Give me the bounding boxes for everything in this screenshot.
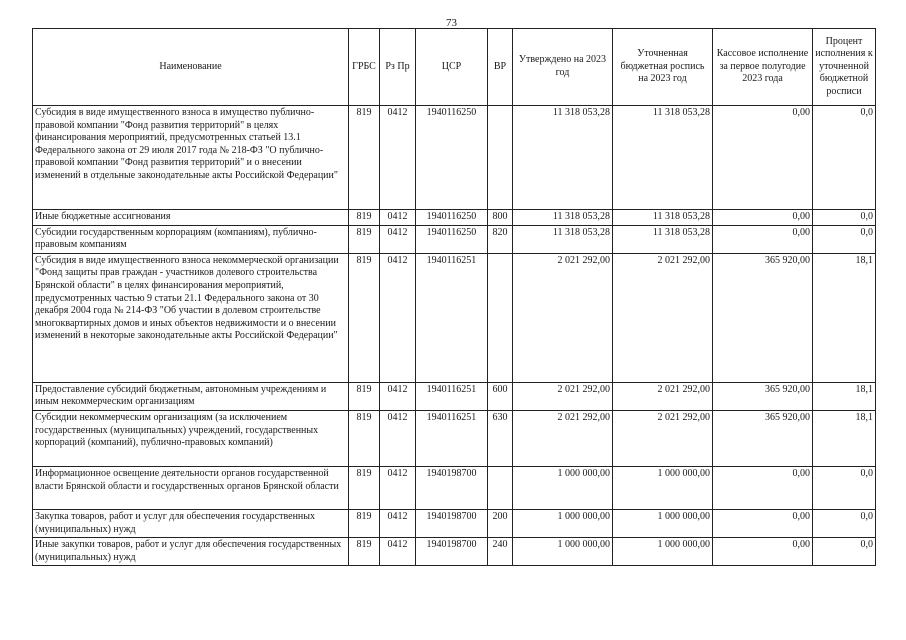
cell-grbs: 819 bbox=[349, 382, 380, 410]
cell-vr: 200 bbox=[488, 509, 513, 537]
cell-percent: 18,1 bbox=[813, 382, 876, 410]
cell-approved: 2 021 292,00 bbox=[513, 253, 613, 382]
cell-refined: 1 000 000,00 bbox=[613, 509, 713, 537]
cell-csr: 1940116250 bbox=[416, 225, 488, 253]
cell-csr: 1940116250 bbox=[416, 106, 488, 210]
cell-refined: 11 318 053,28 bbox=[613, 225, 713, 253]
cell-grbs: 819 bbox=[349, 466, 380, 509]
cell-grbs: 819 bbox=[349, 509, 380, 537]
cell-vr: 600 bbox=[488, 382, 513, 410]
cell-csr: 1940198700 bbox=[416, 466, 488, 509]
cell-rzpr: 0412 bbox=[380, 225, 416, 253]
cell-rzpr: 0412 bbox=[380, 253, 416, 382]
cell-vr bbox=[488, 106, 513, 210]
cell-rzpr: 0412 bbox=[380, 382, 416, 410]
cell-vr bbox=[488, 253, 513, 382]
cell-name: Иные закупки товаров, работ и услуг для обеспечения государственных (муниципальных) нужд bbox=[33, 538, 349, 566]
cell-csr: 1940116251 bbox=[416, 382, 488, 410]
cell-csr: 1940198700 bbox=[416, 538, 488, 566]
cell-approved: 11 318 053,28 bbox=[513, 106, 613, 210]
cell-name: Субсидия в виде имущественного взноса некоммерческой организации "Фонд защиты прав граждан - участников долевого строительства Брянской области" в целях финансирования мероприятий, предусмотренных частью 9 статьи 21.1 Федерального закона от 30 декабря 2004 года № 214-ФЗ "Об участии в долевом строительстве многоквартирных домов и иных объектов недвижимости и о внесении изменений в некоторые законодательные акты Российской Федерации" bbox=[33, 253, 349, 382]
header-cash: Кассовое исполнение за первое полугодие 2023 года bbox=[713, 29, 813, 106]
cell-approved: 11 318 053,28 bbox=[513, 225, 613, 253]
cell-approved: 11 318 053,28 bbox=[513, 210, 613, 226]
cell-percent: 18,1 bbox=[813, 410, 876, 466]
cell-refined: 11 318 053,28 bbox=[613, 106, 713, 210]
table-row bbox=[33, 509, 876, 537]
cell-cash: 0,00 bbox=[713, 225, 813, 253]
cell-cash: 0,00 bbox=[713, 466, 813, 509]
cell-grbs: 819 bbox=[349, 538, 380, 566]
cell-percent: 0,0 bbox=[813, 225, 876, 253]
cell-name: Закупка товаров, работ и услуг для обеспечения государственных (муниципальных) нужд bbox=[33, 509, 349, 537]
cell-vr bbox=[488, 466, 513, 509]
table-body bbox=[33, 106, 876, 566]
cell-percent: 18,1 bbox=[813, 253, 876, 382]
cell-refined: 2 021 292,00 bbox=[613, 382, 713, 410]
cell-name: Субсидии некоммерческим организациям (за исключением государственных (муниципальных) учреждений, государственных корпораций (компаний), публично-правовых компаний) bbox=[33, 410, 349, 466]
cell-vr: 800 bbox=[488, 210, 513, 226]
cell-grbs: 819 bbox=[349, 106, 380, 210]
cell-cash: 365 920,00 bbox=[713, 410, 813, 466]
cell-csr: 1940116251 bbox=[416, 253, 488, 382]
header-grbs: ГРБС bbox=[349, 29, 380, 106]
cell-refined: 11 318 053,28 bbox=[613, 210, 713, 226]
header-vr: ВР bbox=[488, 29, 513, 106]
cell-csr: 1940116251 bbox=[416, 410, 488, 466]
table-row bbox=[33, 106, 876, 210]
cell-cash: 0,00 bbox=[713, 106, 813, 210]
header-approved: Утверждено на 2023 год bbox=[513, 29, 613, 106]
cell-vr: 820 bbox=[488, 225, 513, 253]
cell-vr: 240 bbox=[488, 538, 513, 566]
header-csr: ЦСР bbox=[416, 29, 488, 106]
cell-csr: 1940116250 bbox=[416, 210, 488, 226]
table-row bbox=[33, 225, 876, 253]
table-row bbox=[33, 466, 876, 509]
cell-approved: 1 000 000,00 bbox=[513, 538, 613, 566]
cell-vr: 630 bbox=[488, 410, 513, 466]
cell-cash: 0,00 bbox=[713, 538, 813, 566]
header-name: Наименование bbox=[33, 29, 349, 106]
cell-name: Субсидии государственным корпорациям (компаниям), публично-правовым компаниям bbox=[33, 225, 349, 253]
cell-approved: 2 021 292,00 bbox=[513, 382, 613, 410]
page-number: 73 bbox=[446, 17, 457, 29]
header-percent: Процент исполнения к уточненной бюджетной росписи bbox=[813, 29, 876, 106]
budget-execution-table bbox=[32, 28, 876, 566]
table-row bbox=[33, 410, 876, 466]
cell-rzpr: 0412 bbox=[380, 410, 416, 466]
table-header bbox=[33, 29, 876, 106]
cell-percent: 0,0 bbox=[813, 538, 876, 566]
cell-name: Субсидия в виде имущественного взноса в имущество публично-правовой компании "Фонд развития территорий" в целях финансирования мероприятий, предусмотренных статьей 13.1 Федерального закона от 29 июля 2017 года № 218-ФЗ "О публично-правовой компании "Фонд развития территорий" и о внесении изменений в отдельные законодательные акты Российской Федерации" bbox=[33, 106, 349, 210]
cell-cash: 365 920,00 bbox=[713, 382, 813, 410]
cell-approved: 1 000 000,00 bbox=[513, 509, 613, 537]
cell-approved: 2 021 292,00 bbox=[513, 410, 613, 466]
cell-grbs: 819 bbox=[349, 225, 380, 253]
table-row bbox=[33, 382, 876, 410]
cell-refined: 2 021 292,00 bbox=[613, 410, 713, 466]
cell-grbs: 819 bbox=[349, 210, 380, 226]
table-row bbox=[33, 538, 876, 566]
cell-name: Информационное освещение деятельности органов государственной власти Брянской области и государственных органов Брянской области bbox=[33, 466, 349, 509]
cell-refined: 2 021 292,00 bbox=[613, 253, 713, 382]
table-row bbox=[33, 253, 876, 382]
cell-grbs: 819 bbox=[349, 410, 380, 466]
cell-cash: 0,00 bbox=[713, 210, 813, 226]
cell-cash: 0,00 bbox=[713, 509, 813, 537]
cell-percent: 0,0 bbox=[813, 466, 876, 509]
cell-approved: 1 000 000,00 bbox=[513, 466, 613, 509]
cell-csr: 1940198700 bbox=[416, 509, 488, 537]
cell-name: Иные бюджетные ассигнования bbox=[33, 210, 349, 226]
cell-grbs: 819 bbox=[349, 253, 380, 382]
cell-percent: 0,0 bbox=[813, 210, 876, 226]
cell-refined: 1 000 000,00 bbox=[613, 538, 713, 566]
cell-cash: 365 920,00 bbox=[713, 253, 813, 382]
cell-rzpr: 0412 bbox=[380, 509, 416, 537]
cell-percent: 0,0 bbox=[813, 106, 876, 210]
header-rzpr: Рз Пр bbox=[380, 29, 416, 106]
cell-percent: 0,0 bbox=[813, 509, 876, 537]
cell-rzpr: 0412 bbox=[380, 106, 416, 210]
header-refined: Уточненная бюджетная роспись на 2023 год bbox=[613, 29, 713, 106]
cell-name: Предоставление субсидий бюджетным, автономным учреждениям и иным некоммерческим организациям bbox=[33, 382, 349, 410]
cell-rzpr: 0412 bbox=[380, 466, 416, 509]
table-row bbox=[33, 210, 876, 226]
cell-rzpr: 0412 bbox=[380, 538, 416, 566]
cell-rzpr: 0412 bbox=[380, 210, 416, 226]
cell-refined: 1 000 000,00 bbox=[613, 466, 713, 509]
